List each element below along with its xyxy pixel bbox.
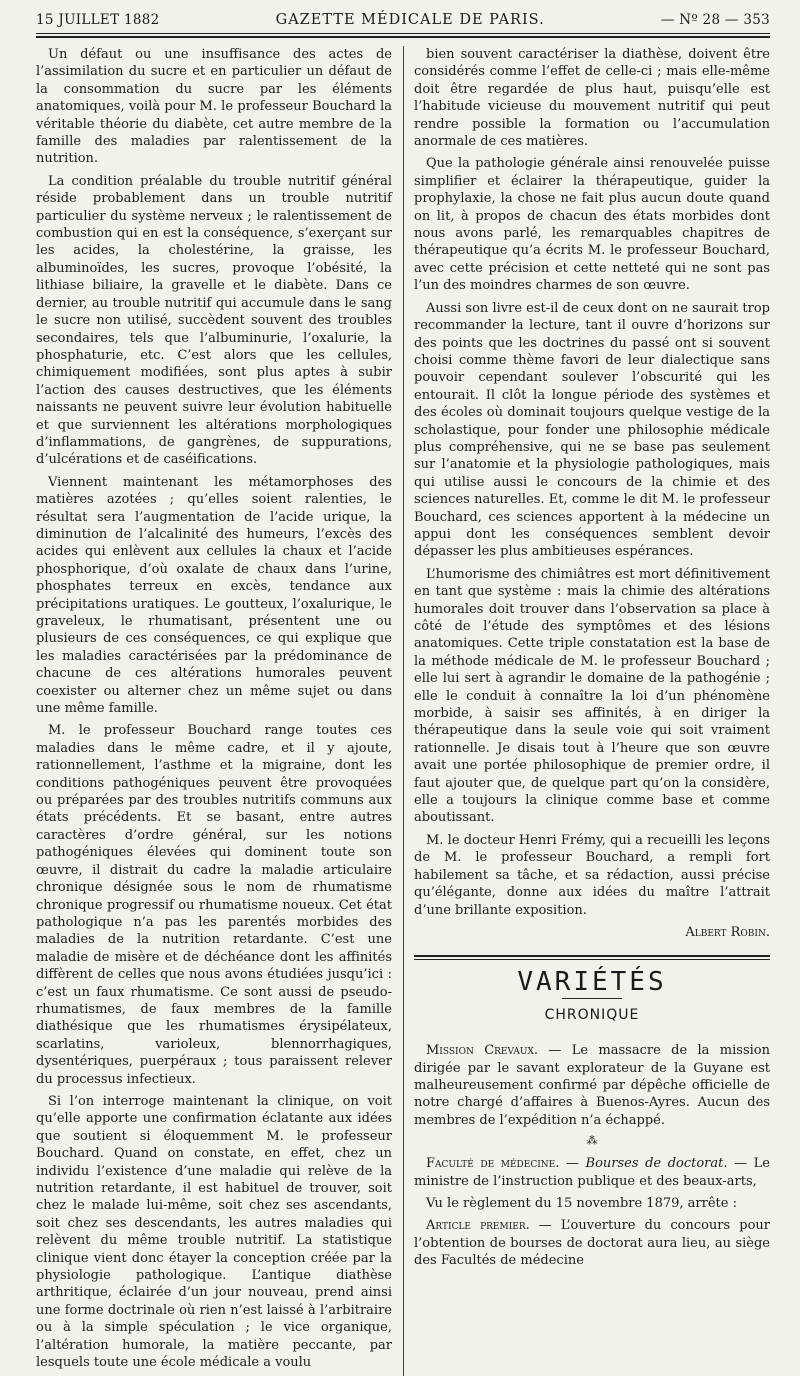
news-reglement: Vu le règlement du 15 novembre 1879, arrête :: [426, 1195, 737, 1211]
news-text: — Le massacre de la mission dirigée par le savant explorateur de la Guyane est malheureusement confirmé par dépêche officielle de notre chargé d’affaires à Buenos-Ayres. Aucun des membres de l’expédition n’a échappé.: [414, 1043, 770, 1128]
right-column: [414, 46, 770, 1376]
section-separator: [414, 955, 770, 960]
left-paragraph-3: Viennent maintenant les métamorphoses des matières azotées ; qu’elles soient ralenties, le résultat sera l’augmentation de l’acide urique, la diminution de l’alcalinité des humeurs, l’excès des acides qui enlèvent aux cellules la chaux et l’acide phosphorique, d’où oxalate de chaux dans l’urine, phosphates terreux en excès, tendance aux précipitations uratiques. Le goutteux, l’oxalurique, le graveleux, le rhumatisant, présentent une ou plusieurs de ces conséquences, ce qui explique que les maladies caractérisées par la prédominance de chacune de ces altérations humorales peuvent coexister ou alterner chez un même sujet ou dans une même famille.: [36, 474, 392, 717]
right-paragraph-2: Que la pathologie générale ainsi renouvelée puisse simplifier et éclairer la thérapeutique, guider la prophylaxie, la chose ne fait plus aucun doute quand on lit, à propos de chacun des états morbides dont nous avons parlé, les remarquables chapitres de thérapeutique qu’a écrits M. le professeur Bouchard, avec cette précision et cette netteté qui ne sont pas l’un des moindres charmes de son œuvre.: [414, 156, 770, 294]
news-text: — Le ministre de l’instruction publique et des beaux-arts,: [414, 1156, 771, 1189]
news-label: Mission Crevaux.: [426, 1043, 539, 1059]
header-rule: [36, 33, 770, 38]
article-label: Article premier.: [426, 1218, 530, 1234]
news-label: Faculté de médecine.: [426, 1156, 560, 1172]
asterism: ⁂: [586, 1134, 598, 1148]
header-date: 15 JUILLET 1882: [36, 12, 160, 28]
author-signature: Albert Robin.: [685, 924, 770, 940]
running-header: [36, 0, 770, 30]
subsection-title-chronique: CHRONIQUE: [544, 1006, 640, 1023]
left-paragraph-1: Un défaut ou une insuffisance des actes de l’assimilation du sucre et en particulier un défaut de la consommation du sucre par les éléments anatomiques, voilà pour M. le professeur Bouchard la véritable théorie du diabète, cet autre membre de la famille des maladies par ralentissement de la nutrition.: [36, 47, 392, 167]
news-faculte: [414, 1155, 770, 1190]
left-paragraph-4: M. le professeur Bouchard range toutes ces maladies dans le même cadre, et il y ajoute, rationnellement, l’asthme et la migraine, dont les conditions pathogéniques peuvent être provoquées ou préparées par des troubles nutritifs communs aux états précédents. Et se basant, entre autres caractères d’ordre général, sur les notions pathogéniques élevées qui dominent toute son œuvre, il distrait du cadre la maladie articulaire chronique désignée sous le nom de rhumatisme chronique progressif ou rhumatisme noueux. Cet état pathologique n’a pas les parentés morbides des maladies de la nutrition retardante. C’est une maladie de misère et de déchéance dont les affinités diffèrent de celles que nous avons étudiées jusqu’ici : c’est un faux rhumatisme. Ce sont aussi de pseudo-rhumatismes, de faux membres de la famille diathésique que les rhumatismes érysipélateux, scarlatins, varioleux, blennorrhagiques, dysentériques, puerpéraux ; tous paraissent relever du processus infectieux.: [36, 723, 392, 1087]
left-paragraph-2: La condition préalable du trouble nutritif général réside probablement dans un trouble nutritif particulier du système nerveux ; le ralentissement de combustion qui en est la conséquence, s’exerçant sur les acides, la cholestérine, la graisse, les albuminoïdes, les sucres, provoque l’obésité, la lithiase biliaire, la gravelle et le diabète. Dans ce dernier, au trouble nutritif qui accumule dans le sang le sucre non utilisé, succèdent souvent des troubles secondaires, tels que l’albuminurie, l’oxalurie, la phosphaturie, etc. C’est alors que les cellules, chimiquement modifiées, sont plus aptes à subir l’action des causes destructives, que les éléments naissants ne peuvent suivre leur évolution habituelle et que surviennent les altérations morphologiques d’inflammations, de gangrènes, de suppurations, d’ulcérations et de caséifications.: [36, 173, 392, 468]
left-paragraph-5: Si l’on interroge maintenant la clinique, on voit qu’elle apporte une confirmation éclatante aux idées que soutient si éloquemment M. le professeur Bouchard. Quand on constate, en effet, chez un individu l’existence d’une maladie qui relève de la nutrition retardante, il est habituel de trouver, soit chez le malade lui-même, soit chez ses ascendants, soit chez ses descendants, les autres maladies qui relèvent du même trouble nutritif. La statistique clinique vient donc étayer la conception créée par la physiologie pathologique. L’antique diathèse arthritique, éclairée d’un jour nouveau, prend ainsi une forme doctrinale où rien n’est laissé à l’arbitraire ou à la simple spéculation ; le vice organique, l’altération humorale, la matière peccante, par lesquels toute une école médicale a voulu: [36, 1093, 392, 1371]
article-text: — L’ouverture du concours pour l’obtention de bourses de doctorat aura lieu, au siège des Facultés de médecine: [414, 1218, 771, 1269]
right-paragraph-4: L’humorisme des chimiâtres est mort définitivement en tant que système : mais la chimie des altérations humorales doit trouver dans l’observation sa place à côté de l’étude des symptômes et des lésions anatomiques. Cette triple constatation est la base de la méthode médicale de M. le professeur Bouchard ; elle lui sert à agrandir le domaine de la pathogénie ; elle le conduit à connaître la loi d’un phénomène morbide, à saisir ses affinités, à en diriger la thérapeutique dans la seule voie qui soit vraiment rationnelle. Je disais tout à l’heure que son œuvre avait une portée philosophique de premier ordre, il faut ajouter que, de quelque part qu’on la considère, elle a toujours la clinique comme base et comme aboutissant.: [414, 566, 770, 826]
two-column-body: [36, 46, 770, 1376]
news-article: [414, 1217, 770, 1269]
right-paragraph-3: Aussi son livre est-il de ceux dont on ne saurait trop recommander la lecture, tant il ouvre d’horizons sur des points que les doctrines du passé ont si souvent choisi comme thème favori de leur dialectique sans pouvoir cependant soulever l’obscurité qui les entourait. Il clôt la longue période des systèmes et des écoles où dominait toujours quelque vestige de la scholastique, pour fonder une philosophie médicale plus compréhensive, qui ne se base pas seulement sur l’anatomie et la physiologie pathologiques, mais qui utilise aussi le concours de la chimie et des sciences naturelles. Et, comme le dit M. le professeur Bouchard, ces sciences apportent à la médecine un appui dont les conséquences semblent devoir dépasser les plus ambitieuses espérances.: [414, 300, 770, 560]
column-divider: [403, 46, 404, 1376]
right-paragraph-5: M. le docteur Henri Frémy, qui a recueilli les leçons de M. le professeur Bouchard, a rempli fort habilement sa tâche, et sa rédaction, aussi précise qu’élégante, donne aux idées du maître l’attrait d’une brillante exposition.: [414, 832, 770, 918]
title-underline: [562, 998, 622, 999]
news-mission-crevaux: [414, 1042, 770, 1129]
news-subtitle: — Bourses de doctorat.: [559, 1156, 728, 1172]
header-title: GAZETTE MÉDICALE DE PARIS.: [275, 12, 545, 28]
header-page-number: — Nº 28 — 353: [660, 12, 770, 28]
right-paragraph-1: bien souvent caractériser la diathèse, doivent être considérés comme l’effet de celle-ci ; mais elle-même doit être regardée de plus haut, puisqu’elle est l’habitude vicieuse du mouvement nutritif qui peut rendre possible la formation ou l’accumulation anormale de ces matières.: [414, 47, 770, 150]
section-title-varietes: VARIÉTÉS: [517, 967, 667, 998]
left-column: [36, 46, 392, 1376]
